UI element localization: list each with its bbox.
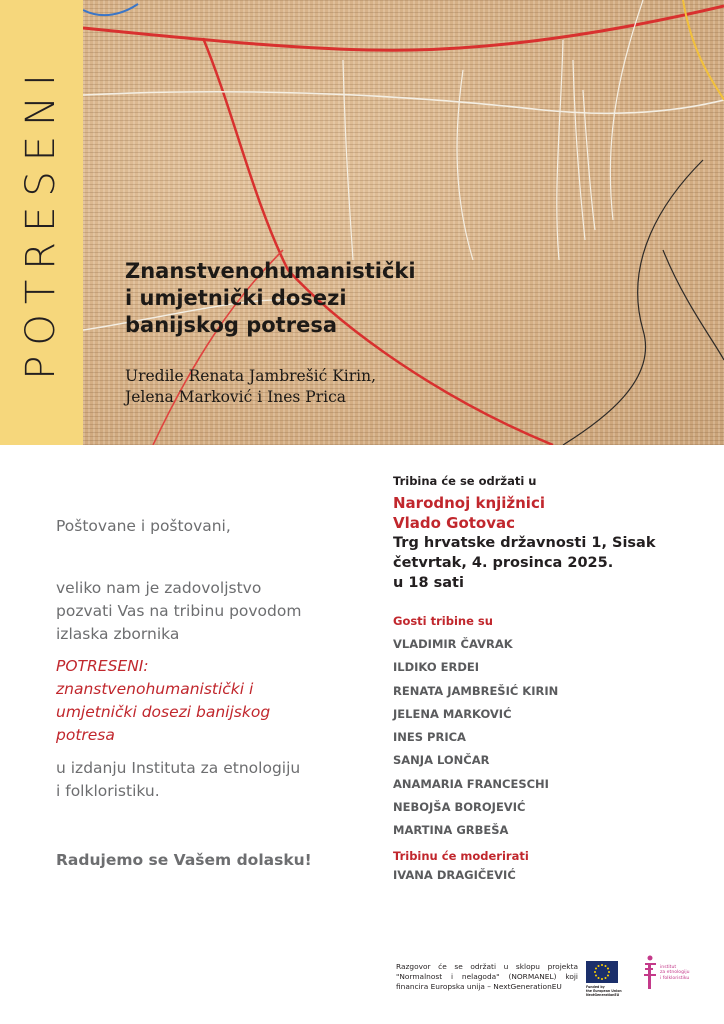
list-item: SANJA LONČAR	[393, 753, 490, 768]
list-item: ILDIKO ERDEI	[393, 660, 479, 675]
intro-line: pozvati Vas na tribinu povodom	[56, 602, 302, 620]
venue-line: Vlado Gotovac	[393, 514, 516, 532]
institute-mark-icon	[642, 955, 658, 995]
title-line: banijskog potresa	[125, 313, 337, 337]
institute-caption-line: i folkloristiku	[660, 975, 690, 981]
venue-name	[393, 493, 713, 533]
intro-line: izlaska zbornika	[56, 625, 180, 643]
publisher-line: u izdanju Instituta za etnologiju	[56, 759, 301, 777]
eu-flag-icon	[586, 961, 618, 983]
address-line: Trg hrvatske državnosti 1, Sisak	[393, 535, 656, 551]
event-intro: Tribina će se održati u	[393, 474, 537, 488]
institute-caption-line: institut	[660, 965, 677, 970]
spine-title: POTRESENI	[18, 64, 64, 380]
closing-line: Radujemo se Vašem dolasku!	[56, 851, 312, 869]
list-item: JELENA MARKOVIĆ	[393, 706, 512, 721]
intro-line: veliko nam je zadovoljstvo	[56, 579, 262, 597]
editors-line: Jelena Marković i Ines Prica	[125, 388, 346, 406]
greeting: Poštovane i poštovani,	[56, 517, 231, 535]
list-item: NEBOJŠA BOROJEVIĆ	[393, 800, 526, 815]
guests-heading: Gosti tribine su	[393, 614, 493, 628]
book-line: potresa	[56, 726, 115, 744]
book-line: POTRESENI:	[56, 657, 149, 675]
event-details	[393, 474, 713, 882]
list-item: MARTINA GRBEŠA	[393, 823, 509, 838]
funding-note: Razgovor će se održati u sklopu projekta "Normalnost i nelagoda" (NORMANEL) koji financira Europska unija – NextGenerationEU	[396, 962, 578, 991]
book-title	[125, 258, 416, 339]
book-name	[56, 655, 270, 747]
book-spine	[0, 0, 83, 445]
moderator-heading: Tribinu će moderirati	[393, 848, 529, 863]
title-line: Znanstvenohumanistički	[125, 259, 416, 283]
moderator-name: IVANA DRAGIČEVIĆ	[393, 867, 516, 882]
list-item: VLADIMIR ČAVRAK	[393, 637, 513, 651]
eu-caption-line: the European Union	[586, 989, 622, 993]
eu-caption	[586, 985, 620, 997]
institute-caption	[660, 965, 690, 981]
book-line: umjetnički dosezi banijskog	[56, 703, 271, 721]
list-item: ANAMARIA FRANCESCHI	[393, 776, 549, 791]
cover-banner	[0, 0, 724, 445]
book-line: znanstvenohumanistički i	[56, 680, 254, 698]
event-address	[393, 533, 713, 593]
eu-caption-line: NextGenerationEU	[586, 993, 620, 997]
eu-logo	[586, 961, 620, 1001]
editors-line: Uredile Renata Jambrešić Kirin,	[125, 367, 377, 385]
event-time: u 18 sati	[393, 575, 464, 591]
eu-caption-line: Funded by	[586, 985, 605, 989]
institute-caption-line: za etnologiju	[660, 970, 690, 976]
list-item: RENATA JAMBREŠIĆ KIRIN	[393, 683, 559, 698]
venue-line: Narodnoj knjižnici	[393, 494, 545, 512]
publisher-line: i folkloristiku.	[56, 782, 160, 800]
list-item: INES PRICA	[393, 730, 466, 745]
title-line: i umjetnički dosezi	[125, 286, 347, 310]
institute-logo	[642, 955, 702, 995]
publisher-paragraph	[56, 757, 300, 803]
intro-paragraph	[56, 577, 301, 646]
event-date: četvrtak, 4. prosinca 2025.	[393, 555, 614, 571]
guest-list	[393, 633, 713, 843]
editors	[125, 366, 376, 408]
